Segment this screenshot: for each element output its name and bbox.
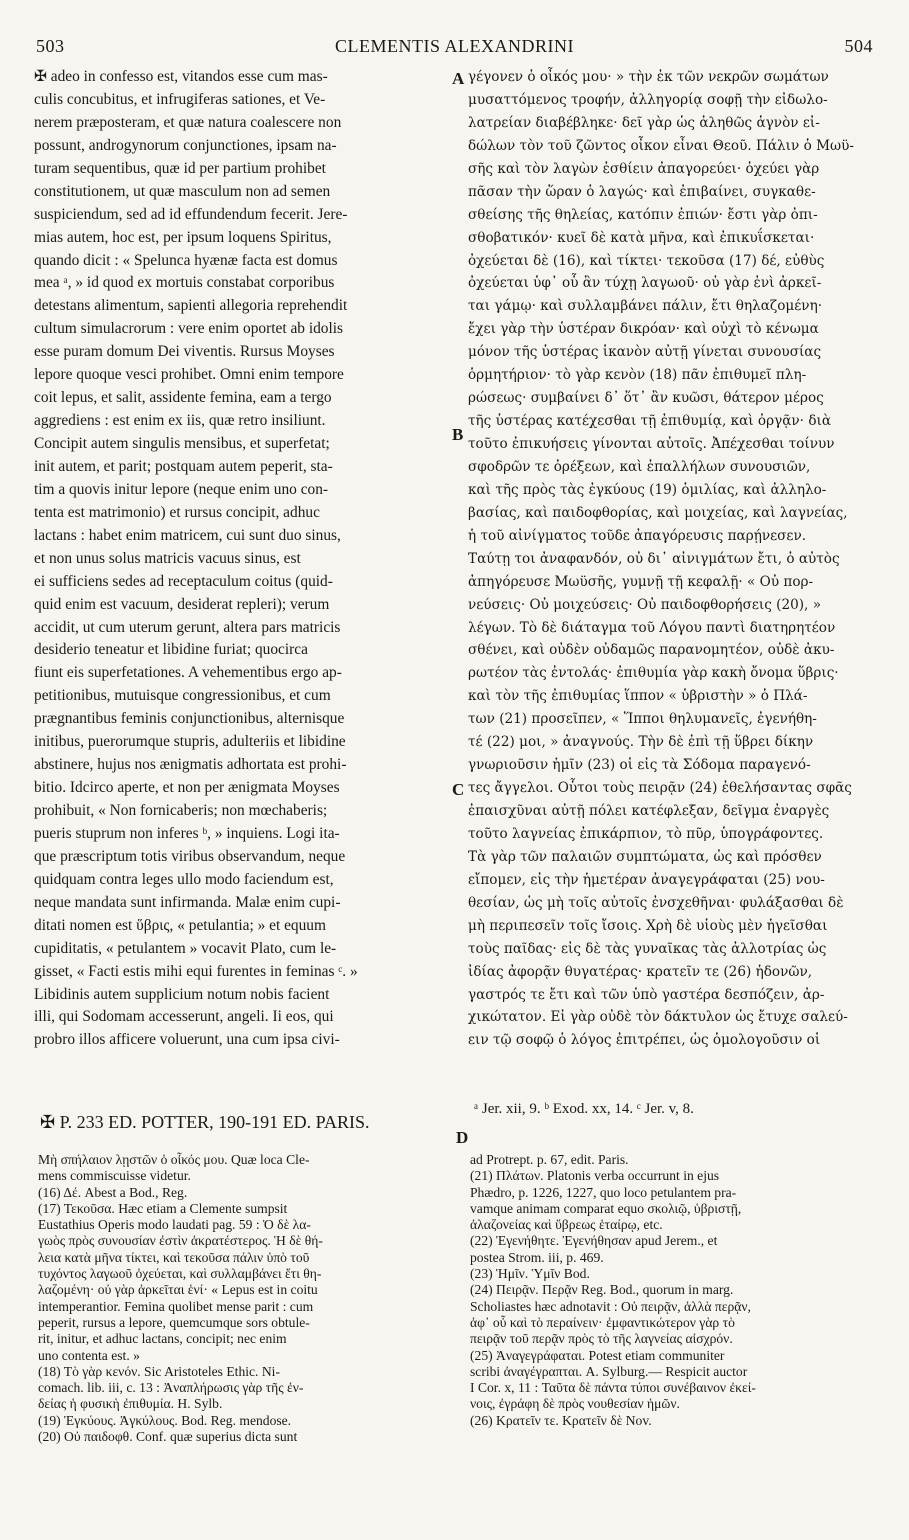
right-page-number: 504 <box>844 36 873 56</box>
footnote-line: Scholiastes hæc adnotavit : Οὐ πειρᾷν, ἀλλὰ περᾷν, <box>470 1298 751 1314</box>
greek-text-line: τέ (22) μοι, » ἀναγνούς. Τὴν δὲ ἐπὶ τῇ ὕβρει δίκην <box>468 734 814 751</box>
greek-text-line: καὶ τὸν τῆς ἐπιθυμίας ἵππον « ὑβριστὴν » ὁ Πλά- <box>468 688 808 705</box>
footnote-line: Phædro, p. 1226, 1227, quo loco petulantem pra- <box>470 1184 737 1200</box>
footnote-line: ἀλαζονείας καὶ ὕβρεως ἑταίρῳ, etc. <box>470 1217 663 1233</box>
latin-text-line: ditati nomen est ὕβρις, « petulantia; » et equum <box>34 916 326 934</box>
greek-text-line: γέγονεν ὁ οἶκός μου· » τὴν ἐκ τῶν νεκρῶν σωμάτων <box>468 69 829 85</box>
page-header <box>0 36 909 60</box>
latin-text-line: esse puram domum Dei viventis. Rursus Moyses <box>34 343 335 361</box>
latin-text-line: petitionibus, mutuisque congressionibus, et cum <box>34 687 331 705</box>
latin-text-line: prægnantibus feminis conjunctionibus, alternisque <box>34 710 345 728</box>
greek-text-line: λέγων. Τὸ δὲ διάταγμα τοῦ Λόγου παντὶ διατηρητέον <box>468 619 836 636</box>
latin-text-line: tenta est matrimonio) et rursus concipit, adhuc <box>34 503 320 521</box>
latin-text-line: abstinere, hujus nos ænigmatis adhortata est prohi- <box>34 756 347 774</box>
latin-text-line: tim a quovis initur lepore (neque enim uno con- <box>34 480 329 498</box>
greek-text-line: μὴ περιπεσεῖν τοῖς ἴσοις. Χρὴ δὲ υἱοὺς μὲν ἡγεῖσθαι <box>468 917 828 934</box>
latin-text-line: accidit, ut cum uterum gerunt, altera pars matricis <box>34 618 341 636</box>
greek-text-line: ὀχεύεται δὲ (16), καὶ τίκτει· τεκοῦσα (17) δέ, εὐθὺς <box>468 252 825 269</box>
latin-text-line: bitio. Idcirco aperte, et non per ænigmata Moyses <box>34 779 340 797</box>
footnote-line: intemperantior. Femina quolibet mense parit : cum <box>38 1298 314 1314</box>
footnote-line: γωὸς πρὸς συνουσίαν ἐστὶν ἀκρατέστερος. Ἡ δὲ θή- <box>38 1233 323 1249</box>
margin-marker-d: D <box>456 1128 469 1147</box>
latin-text-line: Libidinis autem supplicium notum nobis facient <box>34 985 330 1003</box>
greek-text-line: Τὰ γὰρ τῶν παλαιῶν συμπτώματα, ὡς καὶ πρόσθεν <box>468 848 822 865</box>
greek-text-line: τοῦτο ἐπικυήσεις γίνονται αὐτοῖς. Ἀπέχεσθαι τοίνυν <box>468 436 835 452</box>
footnote-line: (17) Τεκοῦσα. Hæc etiam a Clemente sumpsit <box>38 1200 288 1216</box>
footnote-line: postea Strom. iii, p. 469. <box>470 1249 604 1265</box>
latin-text-line: quando dicit : « Spelunca hyænæ facta est domus <box>34 251 338 269</box>
greek-text-line: ἰδίας ἀφορᾷν θυγατέρας· κρατεῖν τε (26) ἡδονῶν, <box>468 963 813 980</box>
latin-text-line: quid enim est vacuum, desiderat repleri); verum <box>34 595 330 613</box>
footnote-line: (26) Κρατεῖν τε. Κρατεῖν δὲ Nov. <box>470 1412 652 1428</box>
greek-text-line: νεύσεις· Οὐ μοιχεύσεις· Οὐ παιδοφθορήσεις (20), » <box>468 596 822 613</box>
footnote-line: Eustathius Operis modo laudati pag. 59 : Ὁ δὲ λα- <box>38 1217 311 1233</box>
latin-text-line: culis concubitus, et infrugiferas sationes, et Ve- <box>34 90 326 108</box>
greek-text-line: θεσίαν, ὡς μὴ τοῖς αὐτοῖς ἐνσχεθῆναι· φυλάξασθαι δὲ <box>468 894 844 911</box>
footnote-line: comach. lib. iii, c. 13 : Ἀναπλήρωσις γὰρ τῆς ἐν- <box>38 1380 304 1396</box>
greek-text-line: σθείσης τῆς θηλείας, κατόπιν ἐπιών· ἔστι γὰρ ὀπι- <box>468 206 818 223</box>
greek-text-line: χικώτατον. Εἰ γὰρ οὐδὲ τὸν δάκτυλον ὡς ἔτυχε σαλεύ- <box>468 1009 848 1026</box>
footnote-line: ad Protrept. p. 67, edit. Paris. <box>470 1152 629 1167</box>
greek-text-line: ρωτέον τὰς ἐντολάς· ἐπιθυμία γὰρ κακὴ ὄνομα ὕβρις· <box>468 665 839 682</box>
running-title: CLEMENTIS ALEXANDRINI <box>335 36 574 56</box>
footnote-line: peperit, rursus a lepore, quemcumque sors obtule- <box>38 1314 310 1330</box>
left-page-number: 503 <box>36 36 65 56</box>
greek-text-line: τοὺς παῖδας· εἰς δὲ τὰς γυναῖκας τὰς ἀλλοτρίας ὡς <box>468 940 827 957</box>
greek-text-line: ὁρμητήριον· τὸ γὰρ κενὸν (18) πᾶν ἐπιθυμεῖ πλη- <box>468 367 807 384</box>
greek-text-line: εἴπομεν, εἰς τὴν ἡμετέραν ἀναγεγράφαται (25) νου- <box>468 871 825 888</box>
footnote-line: scribi ἀναγέγραπται. A. Sylburg.— Respicit auctor <box>470 1363 748 1379</box>
latin-text-line: aggrediens : est enim ex iis, quæ retro insiliunt. <box>34 412 326 430</box>
latin-text-line: nerem præposteram, et quæ natura coalescere non <box>34 113 342 131</box>
latin-text-line: ✠ adeo in confesso est, vitandos esse cum mas- <box>34 68 328 85</box>
latin-text-line: turam sequentibus, quæ id per partium prohibet <box>34 159 326 177</box>
greek-text-line: ειν τῷ σοφῷ ὁ λόγος ἐπιτρέπει, ὡς ὁμολογοῦσιν οἱ <box>468 1032 821 1049</box>
greek-text-line: ται γάμῳ· καὶ συλλαμβάνει πάλιν, ἔτι θηλαζομένη· <box>468 298 823 315</box>
latin-text-line: possunt, androgynorum conjunctiones, ipsam na- <box>34 136 337 154</box>
footnote-line: uno contenta est. » <box>38 1347 140 1363</box>
footnote-line: (22) Ἐγενήθητε. Ἐγενήθησαν apud Jerem., et <box>470 1233 718 1249</box>
greek-text-line: ρώσεως· συμβαίνει δ᾽ ὅτ᾽ ἂν κυῶσι, θάτερον μέρος <box>468 390 824 407</box>
footnote-line: (18) Τὸ γὰρ κενόν. Sic Aristoteles Ethic. Ni- <box>38 1363 280 1379</box>
greek-text-line: σθοβατικόν· κυεῖ δὲ κατὰ μῆνα, καὶ ἐπικυΐσκεται· <box>468 229 815 246</box>
latin-text-line: cultum simulacrorum : vere enim oportet ab idolis <box>34 320 344 338</box>
latin-text-line: illi, qui Sodomam accesserunt, angeli. Ii eos, qui <box>34 1008 334 1026</box>
latin-text-line: pueris stuprum non inferes ᵇ, » inquiens. Logi ita- <box>34 824 340 842</box>
margin-marker-c: C <box>452 780 465 799</box>
footnote-line: (25) Ἀναγεγράφαται. Potest etiam communiter <box>470 1347 725 1363</box>
greek-text-column <box>468 66 883 1052</box>
greek-text-line: σθένει, καὶ οὐδὲν οὐδαμῶς παρανομητέον, οὐδὲ ἀκυ- <box>468 642 835 659</box>
footnote-line: (24) Πειρᾷν. Περᾷν Reg. Bod., quorum in marg. <box>470 1282 734 1298</box>
latin-text-line: probro illos afficere voluerunt, una cum ipsa civi- <box>34 1031 340 1049</box>
greek-text-line: ἡ τοῦ αἰνίγματος τοῦδε ἀπαγόρευσις παρῄνεσεν. <box>468 527 807 544</box>
footnote-line: νοις, ἐγράφη δὲ πρὸς νουθεσίαν ἡμῶν. <box>470 1396 680 1412</box>
latin-text-line: mias autem, hoc est, per ipsum loquens Spiritus, <box>34 228 332 246</box>
latin-text-line: gisset, « Facti estis mihi equi furentes in feminas ᶜ. » <box>34 962 358 980</box>
latin-text-line: quidquam contra leges ullo modo faciendum est, <box>34 870 334 888</box>
latin-text-column <box>34 66 446 1052</box>
latin-text-line: constitutionem, ut quæ masculum non ad semen <box>34 182 331 200</box>
footnote-line: rit, initur, et adhuc lactans, concipit; nec enim <box>38 1331 287 1347</box>
footnote-line: (23) Ἡμῖν. Ὑμῖν Bod. <box>470 1266 590 1282</box>
latin-text-line: init autem, et parit; postquam autem peperit, sta- <box>34 457 333 475</box>
latin-text-line: que præscriptum totis viribus observandum, neque <box>34 847 346 865</box>
greek-text-line: σῆς καὶ τὸν λαγὼν ἐσθίειν ἀπαγορεύει· ὀχεύει γὰρ <box>468 160 820 177</box>
footnote-line: ἀφ᾽ οὗ καὶ τὸ περαίνειν· ἐμφαντικώτερον γὰρ τὸ <box>470 1314 735 1330</box>
latin-text-line: et non unus solus matricis vacuus sinus, est <box>34 549 301 567</box>
latin-text-line: ei sufficiens sedes ad receptaculum coitus (quid- <box>34 572 333 590</box>
greek-text-line: ἐπαισχῦναι αὐτῇ πόλει κατέφλεξαν, δεῖγμα ἐναργὲς <box>468 803 830 819</box>
greek-text-line: μυσαττόμενος τροφήν, ἀλληγορίᾳ σοφῇ τὴν εἰδωλο- <box>468 91 828 108</box>
latin-text-line: lepore quoque vesci prohibet. Omni enim tempore <box>34 366 344 384</box>
footnote-line: λεια κατὰ μῆνα τίκτει, καὶ τεκοῦσα πάλιν ὑπὸ τοῦ <box>38 1249 310 1265</box>
greek-text-line: σφοδρῶν τε ὀρέξεων, καὶ ἐπαλλήλων συνουσιῶν, <box>468 458 811 475</box>
greek-text-line: τες ἄγγελοι. Οὗτοι τοὺς πειρᾷν (24) ἐθελήσαντας σφᾶς <box>468 780 852 797</box>
latin-text-line: desiderio teneatur et libidine furiat; quocirca <box>34 641 308 659</box>
margin-marker-a: A <box>452 69 465 88</box>
greek-text-line: πᾶσαν τὴν ὥραν ὁ λαγώς· καὶ ἐπιβαίνει, συγκαθε- <box>468 183 816 200</box>
latin-text-line: coit lepus, et salit, assidente femina, eam a tergo <box>34 389 332 407</box>
greek-text-line: λατρείαν διαβέβληκε· δεῖ γὰρ ὡς ἀληθῶς ἁγνὸν εἰ- <box>468 114 820 131</box>
footnote-line: τυχόντος λαγωοῦ ὀχεύεται, καὶ συλλαμβάνει ἔτι θη- <box>38 1266 322 1282</box>
greek-text-line: τοῦτο λαγνείας ἐπικάρπιον, τὸ πῦρ, ὑπογράφοντες. <box>468 825 824 842</box>
greek-text-line: βασίας, καὶ παιδοφθορίας, καὶ μοιχείας, καὶ λαγνείας, <box>468 504 848 521</box>
left-footnotes <box>38 1152 450 1445</box>
greek-text-line: ἀπηγόρευσε Μωϋσῆς, γυμνῇ τῇ κεφαλῇ· « Οὐ πορ- <box>468 573 814 590</box>
margin-marker-b: B <box>452 425 464 444</box>
latin-text-line: mea ᵃ, » id quod ex mortuis constabat corporibus <box>34 274 335 292</box>
latin-text-line: detestans alimentum, sapienti allegoria reprehendit <box>34 297 348 315</box>
latin-text-line: fiunt eis superfetationes. A vehementibus ergo ap- <box>34 664 342 682</box>
greek-text-line: Ταύτῃ τοι ἀναφανδόν, οὐ δι᾽ αἰνιγμάτων ἔτι, ὁ αὐτὸς <box>468 550 840 567</box>
footnote-line: (20) Οὐ παιδοφθ. Conf. quæ superius dicta sunt <box>38 1429 298 1445</box>
footnote-line: Μὴ σπήλαιον λῃστῶν ὁ οἶκός μου. Quæ loca Cle- <box>38 1152 310 1167</box>
greek-text-line: δώλων τὸν τοῦ ζῶντος οἶκον εἶναι Θεοῦ. Πάλιν ὁ Μωϋ- <box>468 137 854 154</box>
footnote-line: mens commiscuisse videtur. <box>38 1168 191 1184</box>
footnote-line: πειρᾷν τοῦ περᾷν πρὸς τὸ τῆς λαγνείας αἰσχρόν. <box>470 1331 733 1347</box>
greek-text-line: τῆς ὑστέρας κατέχεσθαι τῇ ἐπιθυμίᾳ, καὶ ὀργᾷν· διὰ <box>468 413 832 430</box>
greek-text-line: γαστρός τε ἔτι καὶ τῶν ὑπὸ γαστέρα δεσπόζειν, ἀρ- <box>468 986 825 1003</box>
latin-text-line: cupiditatis, « petulantem » vocavit Plato, cum le- <box>34 939 337 957</box>
greek-text-line: γνωριοῦσιν ἡμῖν (23) οἱ εἰς τὰ Σόδομα παραγενό- <box>468 757 811 774</box>
footnote-line: (21) Πλάτων. Platonis verba occurrunt in ejus <box>470 1168 720 1184</box>
edition-reference: ✠ P. 233 ED. POTTER, 190-191 ED. PARIS. <box>40 1112 370 1132</box>
latin-text-line: Concipit autem singulis mensibus, et superfetat; <box>34 435 330 452</box>
latin-text-line: initibus, puerorumque stupris, adulteriis et libidine <box>34 733 346 751</box>
latin-text-line: suspiciendum, sed ad id effundendum fecerit. Jere- <box>34 205 348 223</box>
greek-text-line: ἔχει γὰρ τὴν ὑστέραν δικρόαν· καὶ οὐχὶ τὸ κένωμα <box>468 321 819 338</box>
scripture-references: ᵃ Jer. xii, 9. ᵇ Exod. xx, 14. ᶜ Jer. v, 8. <box>474 1101 694 1117</box>
footnote-line: I Cor. x, 11 : Ταῦτα δὲ πάντα τύποι συνέβαινον ἐκεί- <box>470 1380 756 1396</box>
greek-text-line: ὀχεύεται ὑφ᾽ οὗ ἂν τύχῃ λαγωοῦ· οὐ γὰρ ἐνὶ ἀρκεῖ- <box>468 275 822 292</box>
latin-text-line: prohibuit, « Non fornicaberis; non mœchaberis; <box>34 802 328 819</box>
latin-text-line: neque mandata sunt infirmanda. Malæ enim cupi- <box>34 893 341 911</box>
greek-text-line: καὶ τῆς πρὸς τὰς ἐγκύους (19) ὁμιλίας, καὶ ἀλληλο- <box>468 481 827 498</box>
footnote-line: vamque animam comparat equo σκολιῷ, ὑβριστῇ, <box>470 1200 742 1216</box>
footnote-line: (16) Δέ. Abest a Bod., Reg. <box>38 1184 188 1200</box>
footnote-line: (19) Ἐγκύους. Ἀγκύλους. Bod. Reg. mendose. <box>38 1412 292 1428</box>
footnote-line: λαζομένη· οὐ γὰρ ἀρκεῖται ἑνί· « Lepus est in coitu <box>38 1282 318 1298</box>
latin-text-line: lactans : habet enim matricem, cui sunt duo sinus, <box>34 526 341 544</box>
right-footnotes <box>470 1152 884 1429</box>
greek-text-line: των (21) προσεῖπεν, « Ἵπποι θηλυμανεῖς, ἐγενήθη- <box>468 711 817 728</box>
footnote-line: δείας ἡ φυσικὴ ἐπιθυμία. H. Sylb. <box>38 1396 223 1412</box>
greek-text-line: μόνον τῆς ὑστέρας ἱκανὸν αὐτῇ γίνεται συνουσίας <box>468 344 822 361</box>
